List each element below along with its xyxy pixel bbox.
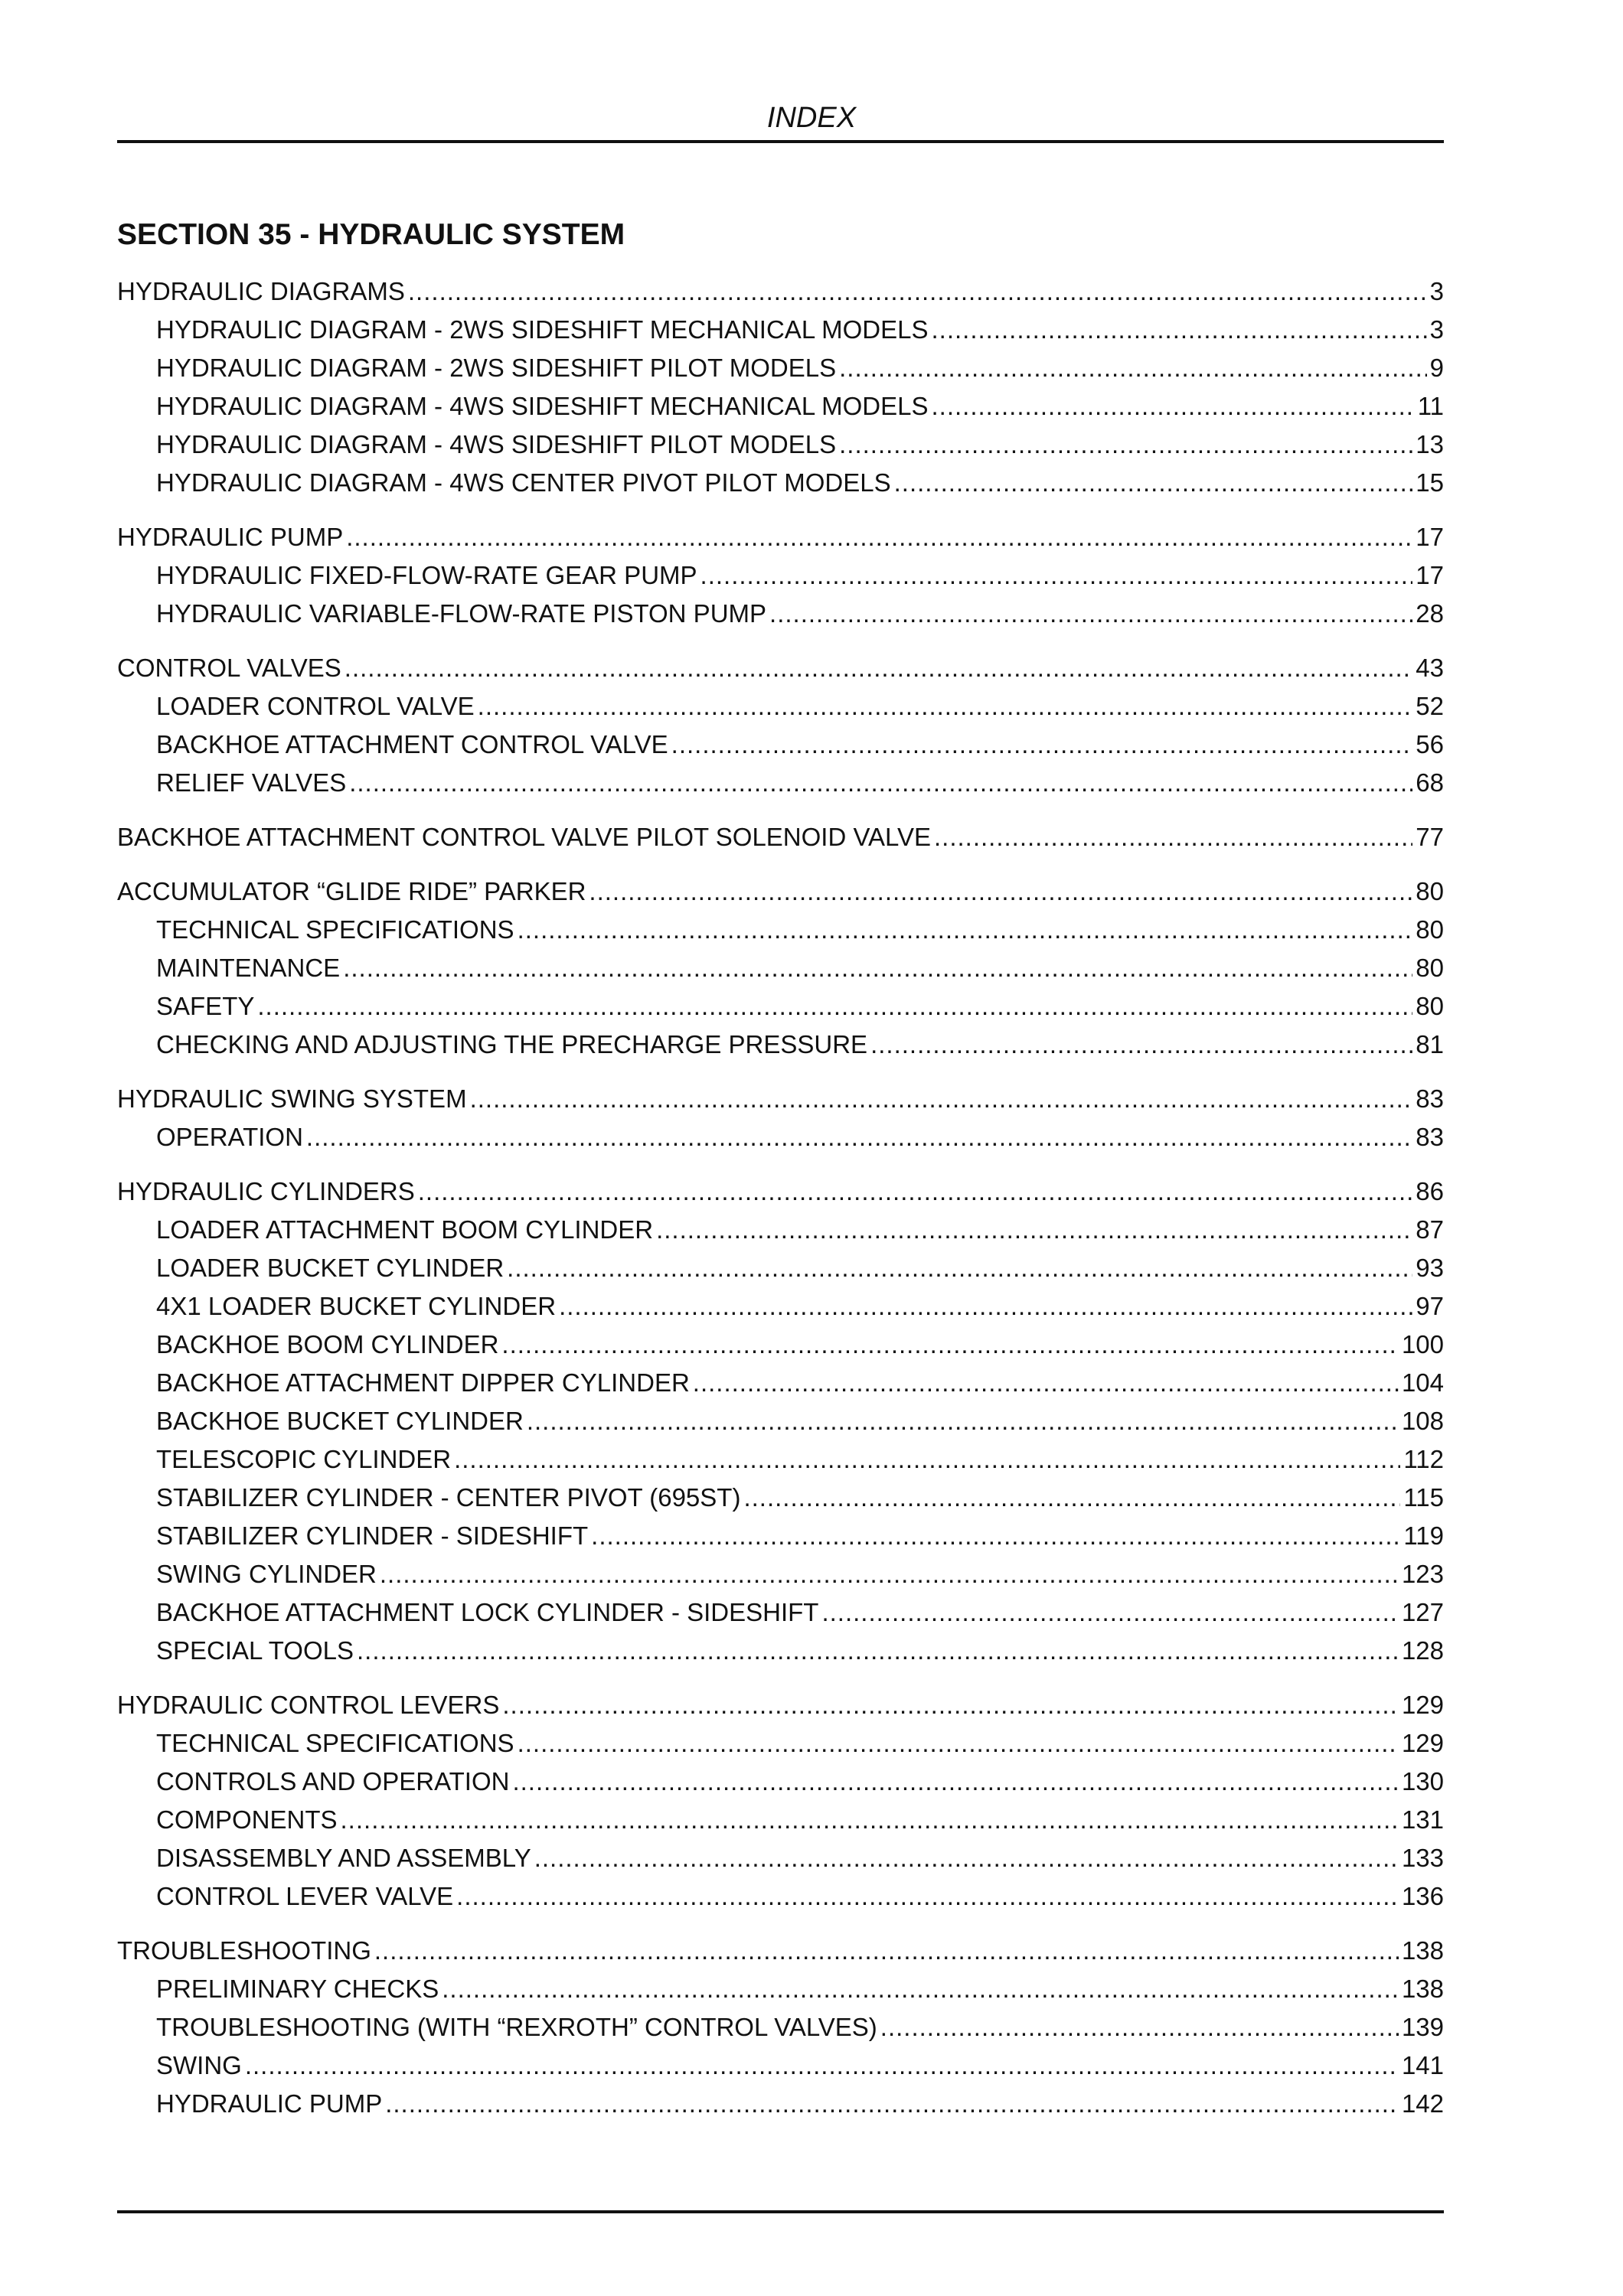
dot-leader <box>345 649 1412 687</box>
toc-page-number: 93 <box>1416 1254 1444 1282</box>
toc-entry-title: HYDRAULIC FIXED-FLOW-RATE GEAR PUMP <box>156 561 697 589</box>
toc-entry-sub[interactable] <box>117 2047 1444 2085</box>
toc-entry-title: STABILIZER CYLINDER - CENTER PIVOT (695ST) <box>156 1483 741 1512</box>
toc-entry-title: STABILIZER CYLINDER - SIDESHIFT <box>156 1521 589 1550</box>
toc-entry-title: COMPONENTS <box>156 1805 338 1834</box>
toc-group <box>117 872 1444 1064</box>
toc-entry-title: TECHNICAL SPECIFICATIONS <box>156 915 514 944</box>
toc-group <box>117 1932 1444 2123</box>
dot-leader <box>257 987 1412 1026</box>
table-of-contents <box>117 272 1444 2139</box>
toc-entry-sub[interactable] <box>117 687 1444 726</box>
toc-entry-sub[interactable] <box>117 464 1444 502</box>
toc-page-number: 108 <box>1401 1407 1444 1435</box>
toc-entry-sub[interactable] <box>117 1877 1444 1916</box>
toc-entry-title: CHECKING AND ADJUSTING THE PRECHARGE PRESSURE <box>156 1030 868 1058</box>
toc-page-number: 77 <box>1416 823 1444 851</box>
toc-entry-title: BACKHOE ATTACHMENT DIPPER CYLINDER <box>156 1368 690 1397</box>
dot-leader <box>501 1326 1399 1364</box>
toc-page-number: 83 <box>1416 1123 1444 1151</box>
toc-entry-title: CONTROL LEVER VALVE <box>156 1882 454 1910</box>
toc-entry-sub[interactable] <box>117 426 1444 464</box>
toc-page-number: 138 <box>1401 1936 1444 1965</box>
toc-entry-sub[interactable] <box>117 911 1444 949</box>
dot-leader <box>591 1517 1400 1555</box>
dot-leader <box>934 818 1412 856</box>
dot-leader <box>507 1249 1412 1287</box>
toc-entry-title: 4X1 LOADER BUCKET CYLINDER <box>156 1292 557 1320</box>
dot-leader <box>839 426 1412 464</box>
toc-entry-sub[interactable] <box>117 556 1444 595</box>
dot-leader <box>442 1970 1399 2008</box>
toc-group <box>117 518 1444 633</box>
toc-entry-sub[interactable] <box>117 2085 1444 2123</box>
toc-entry-title: DISASSEMBLY AND ASSEMBLY <box>156 1844 531 1872</box>
toc-entry-main[interactable] <box>117 272 1444 311</box>
toc-page-number: 97 <box>1416 1292 1444 1320</box>
toc-entry-title: TECHNICAL SPECIFICATIONS <box>156 1729 514 1757</box>
toc-entry-sub[interactable] <box>117 2008 1444 2047</box>
toc-group <box>117 272 1444 502</box>
dot-leader <box>456 1877 1399 1916</box>
toc-entry-title: BACKHOE BUCKET CYLINDER <box>156 1407 524 1435</box>
toc-page-number: 13 <box>1416 430 1444 458</box>
toc-entry-sub[interactable] <box>117 1555 1444 1593</box>
toc-entry-title: BACKHOE ATTACHMENT LOCK CYLINDER - SIDESHIFT <box>156 1598 819 1626</box>
toc-page-number: 3 <box>1429 315 1444 344</box>
toc-page-number: 131 <box>1401 1805 1444 1834</box>
toc-entry-sub[interactable] <box>117 764 1444 802</box>
toc-entry-title: SWING CYLINDER <box>156 1560 377 1588</box>
toc-page-number: 129 <box>1401 1691 1444 1719</box>
toc-entry-sub[interactable] <box>117 1118 1444 1156</box>
toc-entry-title: TROUBLESHOOTING <box>117 1936 371 1965</box>
dot-leader <box>559 1287 1412 1326</box>
dot-leader <box>346 518 1412 556</box>
toc-entry-sub[interactable] <box>117 349 1444 387</box>
toc-page-number: 11 <box>1417 392 1444 420</box>
dot-leader <box>374 1932 1399 1970</box>
dot-leader <box>671 726 1413 764</box>
toc-page-number: 43 <box>1416 654 1444 682</box>
toc-page-number: 100 <box>1401 1330 1444 1358</box>
dot-leader <box>349 764 1412 802</box>
header-rule <box>117 140 1444 143</box>
toc-entry-title: HYDRAULIC CONTROL LEVERS <box>117 1691 500 1719</box>
toc-entry-title: SPECIAL TOOLS <box>156 1636 354 1665</box>
toc-entry-title: SAFETY <box>156 992 255 1020</box>
toc-entry-sub[interactable] <box>117 1632 1444 1670</box>
toc-entry-title: HYDRAULIC DIAGRAM - 4WS CENTER PIVOT PILOT MODELS <box>156 468 891 497</box>
toc-page-number: 128 <box>1401 1636 1444 1665</box>
toc-page-number: 56 <box>1416 730 1444 758</box>
toc-page-number: 104 <box>1401 1368 1444 1397</box>
toc-entry-sub[interactable] <box>117 1479 1444 1517</box>
dot-leader <box>502 1686 1399 1724</box>
toc-page-number: 136 <box>1401 1882 1444 1910</box>
toc-entry-sub[interactable] <box>117 1517 1444 1555</box>
toc-entry-sub[interactable] <box>117 595 1444 633</box>
toc-page-number: 83 <box>1416 1084 1444 1113</box>
dot-leader <box>478 687 1413 726</box>
toc-entry-sub[interactable] <box>117 1801 1444 1839</box>
dot-leader <box>518 1724 1399 1763</box>
toc-page-number: 133 <box>1401 1844 1444 1872</box>
toc-entry-title: HYDRAULIC SWING SYSTEM <box>117 1084 467 1113</box>
toc-entry-title: LOADER CONTROL VALVE <box>156 692 475 720</box>
dot-leader <box>470 1080 1413 1118</box>
toc-page-number: 129 <box>1401 1729 1444 1757</box>
toc-page-number: 87 <box>1416 1215 1444 1244</box>
toc-page-number: 68 <box>1416 768 1444 797</box>
dot-leader <box>743 1479 1400 1517</box>
toc-entry-title: HYDRAULIC VARIABLE-FLOW-RATE PISTON PUMP <box>156 599 767 628</box>
toc-entry-sub[interactable] <box>117 1724 1444 1763</box>
toc-entry-title: BACKHOE ATTACHMENT CONTROL VALVE PILOT SOLENOID VALVE <box>117 823 931 851</box>
dot-leader <box>880 2008 1399 2047</box>
toc-entry-title: LOADER ATTACHMENT BOOM CYLINDER <box>156 1215 654 1244</box>
dot-leader <box>894 464 1413 502</box>
dot-leader <box>821 1593 1398 1632</box>
toc-entry-title: HYDRAULIC DIAGRAMS <box>117 277 405 305</box>
toc-entry-main[interactable] <box>117 1172 1444 1211</box>
dot-leader <box>385 2085 1399 2123</box>
toc-page-number: 9 <box>1429 354 1444 382</box>
toc-group <box>117 1172 1444 1670</box>
page-header-title: INDEX <box>766 102 857 134</box>
toc-entry-main[interactable] <box>117 649 1444 687</box>
dot-leader <box>656 1211 1412 1249</box>
dot-leader <box>343 949 1412 987</box>
toc-entry-title: OPERATION <box>156 1123 303 1151</box>
toc-entry-main[interactable] <box>117 1080 1444 1118</box>
toc-entry-sub[interactable] <box>117 949 1444 987</box>
toc-entry-main[interactable] <box>117 1686 1444 1724</box>
toc-page-number: 28 <box>1416 599 1444 628</box>
toc-entry-main[interactable] <box>117 872 1444 911</box>
toc-page-number: 123 <box>1401 1560 1444 1588</box>
dot-leader <box>931 387 1414 426</box>
toc-entry-title: HYDRAULIC PUMP <box>156 2089 383 2118</box>
dot-leader <box>357 1632 1399 1670</box>
toc-entry-sub[interactable] <box>117 1364 1444 1402</box>
dot-leader <box>931 311 1426 349</box>
dot-leader <box>341 1801 1399 1839</box>
toc-entry-sub[interactable] <box>117 726 1444 764</box>
toc-entry-title: MAINTENANCE <box>156 954 341 982</box>
toc-entry-title: LOADER BUCKET CYLINDER <box>156 1254 505 1282</box>
toc-entry-main[interactable] <box>117 1932 1444 1970</box>
toc-page-number: 17 <box>1416 561 1444 589</box>
toc-entry-title: BACKHOE BOOM CYLINDER <box>156 1330 499 1358</box>
toc-page-number: 80 <box>1416 992 1444 1020</box>
toc-page-number: 112 <box>1403 1445 1444 1473</box>
dot-leader <box>518 911 1413 949</box>
toc-entry-title: RELIEF VALVES <box>156 768 347 797</box>
dot-leader <box>454 1440 1400 1479</box>
toc-page-number: 115 <box>1403 1483 1444 1512</box>
toc-page-number: 81 <box>1416 1030 1444 1058</box>
toc-entry-title: HYDRAULIC DIAGRAM - 2WS SIDESHIFT MECHANICAL MODELS <box>156 315 929 344</box>
dot-leader <box>700 556 1413 595</box>
toc-group <box>117 1686 1444 1916</box>
toc-entry-sub[interactable] <box>117 1326 1444 1364</box>
toc-entry-main[interactable] <box>117 518 1444 556</box>
dot-leader <box>870 1026 1412 1064</box>
toc-entry-title: PRELIMINARY CHECKS <box>156 1975 439 2003</box>
toc-entry-title: TROUBLESHOOTING (WITH “REXROTH” CONTROL VALVES) <box>156 2013 877 2041</box>
toc-entry-main[interactable] <box>117 818 1444 856</box>
toc-entry-sub[interactable] <box>117 1839 1444 1877</box>
toc-entry-title: CONTROLS AND OPERATION <box>156 1767 510 1795</box>
toc-entry-sub[interactable] <box>117 1440 1444 1479</box>
toc-entry-sub[interactable] <box>117 1970 1444 2008</box>
toc-entry-sub[interactable] <box>117 1593 1444 1632</box>
toc-page-number: 138 <box>1401 1975 1444 2003</box>
toc-group <box>117 818 1444 856</box>
toc-entry-title: HYDRAULIC CYLINDERS <box>117 1177 415 1205</box>
toc-entry-sub[interactable] <box>117 1026 1444 1064</box>
toc-entry-sub[interactable] <box>117 311 1444 349</box>
toc-page-number: 15 <box>1416 468 1444 497</box>
toc-page-number: 119 <box>1403 1521 1444 1550</box>
toc-page-number: 141 <box>1401 2051 1444 2079</box>
toc-entry-sub[interactable] <box>117 1211 1444 1249</box>
toc-entry-sub[interactable] <box>117 387 1444 426</box>
toc-page-number: 80 <box>1416 915 1444 944</box>
dot-leader <box>306 1118 1412 1156</box>
toc-page-number: 52 <box>1416 692 1444 720</box>
toc-page-number: 3 <box>1429 277 1444 305</box>
toc-entry-sub[interactable] <box>117 987 1444 1026</box>
dot-leader <box>769 595 1412 633</box>
toc-entry-title: BACKHOE ATTACHMENT CONTROL VALVE <box>156 730 668 758</box>
toc-page-number: 17 <box>1416 523 1444 551</box>
toc-group <box>117 1080 1444 1156</box>
toc-entry-title: HYDRAULIC DIAGRAM - 2WS SIDESHIFT PILOT MODELS <box>156 354 837 382</box>
dot-leader <box>534 1839 1399 1877</box>
dot-leader <box>589 872 1412 911</box>
footer-rule <box>117 2210 1444 2213</box>
dot-leader <box>693 1364 1399 1402</box>
dot-leader <box>408 272 1427 311</box>
dot-leader <box>839 349 1427 387</box>
toc-page-number: 142 <box>1401 2089 1444 2118</box>
toc-entry-sub[interactable] <box>117 1763 1444 1801</box>
section-title: SECTION 35 - HYDRAULIC SYSTEM <box>117 218 625 251</box>
toc-entry-title: CONTROL VALVES <box>117 654 341 682</box>
toc-page-number: 127 <box>1401 1598 1444 1626</box>
toc-page-number: 86 <box>1416 1177 1444 1205</box>
dot-leader <box>527 1402 1399 1440</box>
toc-entry-title: HYDRAULIC DIAGRAM - 4WS SIDESHIFT PILOT MODELS <box>156 430 837 458</box>
toc-entry-sub[interactable] <box>117 1402 1444 1440</box>
dot-leader <box>380 1555 1399 1593</box>
toc-page-number: 80 <box>1416 877 1444 905</box>
toc-page-number: 139 <box>1401 2013 1444 2041</box>
toc-entry-title: ACCUMULATOR “GLIDE RIDE” PARKER <box>117 877 586 905</box>
dot-leader <box>512 1763 1398 1801</box>
toc-entry-title: TELESCOPIC CYLINDER <box>156 1445 452 1473</box>
dot-leader <box>418 1172 1413 1211</box>
toc-page-number: 130 <box>1401 1767 1444 1795</box>
toc-entry-sub[interactable] <box>117 1249 1444 1287</box>
toc-page-number: 80 <box>1416 954 1444 982</box>
dot-leader <box>245 2047 1399 2085</box>
toc-entry-title: SWING <box>156 2051 242 2079</box>
toc-entry-title: HYDRAULIC DIAGRAM - 4WS SIDESHIFT MECHANICAL MODELS <box>156 392 929 420</box>
toc-group <box>117 649 1444 802</box>
toc-entry-sub[interactable] <box>117 1287 1444 1326</box>
toc-entry-title: HYDRAULIC PUMP <box>117 523 344 551</box>
